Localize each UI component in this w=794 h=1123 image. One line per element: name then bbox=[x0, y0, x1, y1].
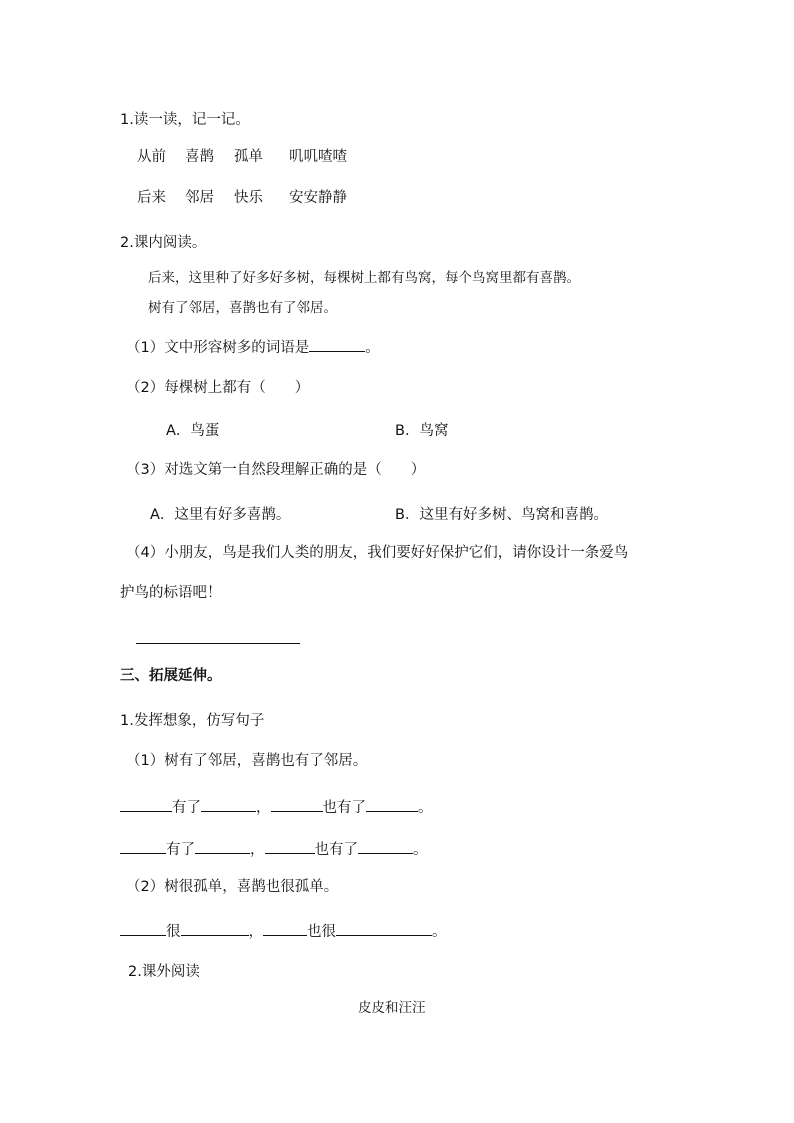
fixed-word: 很 bbox=[166, 924, 181, 940]
fill-sentence bbox=[120, 920, 447, 942]
option-b[interactable]: B．这里有好多树、鸟窝和喜鹊。 bbox=[395, 507, 608, 523]
answer-blank[interactable] bbox=[201, 796, 256, 812]
punctuation: 。 bbox=[432, 924, 447, 940]
answer-blank[interactable] bbox=[195, 838, 250, 854]
option-b[interactable]: B．鸟窝 bbox=[395, 423, 449, 439]
word-item: 快乐 bbox=[234, 190, 263, 206]
punctuation: ， bbox=[250, 842, 265, 858]
fixed-word: 有了 bbox=[172, 800, 201, 816]
sub-question-3: （3）对选文第一自然段理解正确的是（ ） bbox=[126, 462, 426, 478]
punctuation: 。 bbox=[413, 842, 428, 858]
punctuation: 。 bbox=[418, 800, 433, 816]
word-item: 叽叽喳喳 bbox=[289, 149, 347, 165]
question-1-title: 1.读一读，记一记。 bbox=[120, 112, 250, 128]
answer-blank[interactable] bbox=[120, 796, 172, 812]
answer-blank[interactable] bbox=[120, 838, 166, 854]
word-item: 安安静静 bbox=[289, 190, 347, 206]
option-a[interactable]: A．这里有好多喜鹊。 bbox=[150, 507, 291, 523]
word-item: 后来 bbox=[137, 190, 166, 206]
punctuation: 。 bbox=[365, 340, 380, 356]
sub-question-4-line-1: （4）小朋友，鸟是我们人类的朋友，我们要好好保护它们，请你设计一条爱鸟 bbox=[126, 545, 629, 561]
word-item: 从前 bbox=[137, 149, 166, 165]
punctuation: ， bbox=[256, 800, 271, 816]
answer-blank[interactable] bbox=[181, 920, 249, 936]
option-a[interactable]: A．鸟蛋 bbox=[166, 423, 220, 439]
answer-blank[interactable] bbox=[309, 336, 365, 352]
answer-blank[interactable] bbox=[265, 838, 315, 854]
punctuation: ， bbox=[248, 924, 263, 940]
sub-question-1 bbox=[126, 336, 380, 358]
answer-blank[interactable] bbox=[336, 920, 432, 936]
answer-blank[interactable] bbox=[366, 796, 418, 812]
fill-sentence bbox=[120, 796, 433, 818]
passage-line-2: 树有了邻居，喜鹊也有了邻居。 bbox=[148, 300, 337, 316]
fixed-word: 也有了 bbox=[314, 842, 358, 858]
example-sentence-1: （1）树有了邻居，喜鹊也有了邻居。 bbox=[126, 753, 368, 769]
question-title: 1.发挥想象，仿写句子 bbox=[120, 713, 265, 729]
answer-blank[interactable] bbox=[263, 920, 307, 936]
word-item: 孤单 bbox=[234, 149, 263, 165]
word-item: 喜鹊 bbox=[185, 149, 214, 165]
fixed-word: 有了 bbox=[166, 842, 195, 858]
answer-line[interactable] bbox=[136, 643, 300, 644]
example-sentence-2: （2）树很孤单，喜鹊也很孤单。 bbox=[126, 879, 339, 895]
question-2-title: 2.课内阅读。 bbox=[120, 235, 207, 251]
story-title: 皮皮和汪汪 bbox=[358, 1000, 426, 1016]
fill-sentence bbox=[120, 838, 428, 860]
fixed-word: 也很 bbox=[307, 924, 336, 940]
answer-blank[interactable] bbox=[120, 920, 166, 936]
sub-question-4-line-2: 护鸟的标语吧！ bbox=[120, 585, 222, 601]
passage-line-1: 后来，这里种了好多好多树，每棵树上都有鸟窝，每个鸟窝里都有喜鹊。 bbox=[148, 270, 580, 286]
fixed-word: 也有了 bbox=[322, 800, 366, 816]
answer-blank[interactable] bbox=[271, 796, 323, 812]
sub-question-1-text: （1）文中形容树多的词语是 bbox=[126, 340, 310, 356]
word-item: 邻居 bbox=[185, 190, 214, 206]
sub-question-2: （2）每棵树上都有（ ） bbox=[126, 380, 310, 396]
section-heading: 三、拓展延伸。 bbox=[120, 668, 222, 684]
question-title: 2.课外阅读 bbox=[128, 964, 200, 980]
answer-blank[interactable] bbox=[358, 838, 413, 854]
